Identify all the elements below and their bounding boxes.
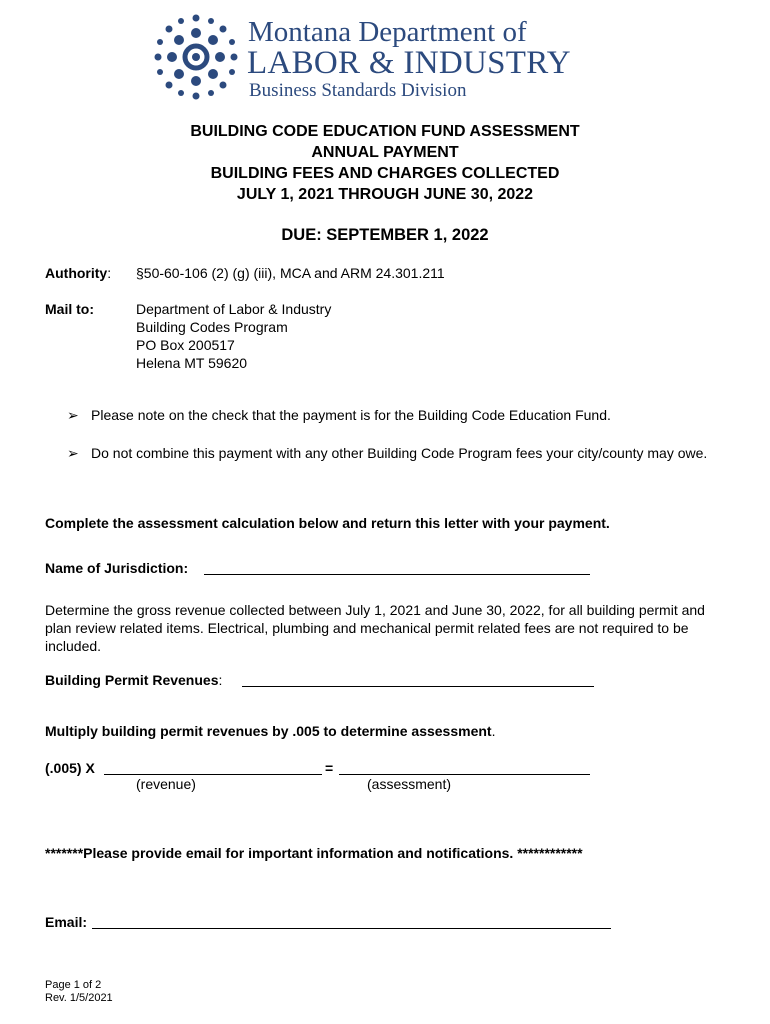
revenues-label: Building Permit Revenues [45, 672, 219, 688]
authority-label-wrap [45, 264, 111, 282]
multiply-instruction: Multiply building permit revenues by .005 to determine assessment [45, 723, 492, 739]
logo-line-department: Montana Department of [248, 16, 527, 48]
logo-emblem-icon [150, 12, 242, 102]
assessment-caption: (assessment) [367, 776, 452, 792]
revenues-label-wrap [45, 671, 222, 689]
jurisdiction-label: Name of Jurisdiction: [45, 560, 189, 576]
revision-date: Rev. 1/5/2021 [45, 992, 113, 1004]
bullet-note-check: Please note on the check that the payment is for the Building Code Education Fund. [91, 407, 611, 423]
address-line: Helena MT 59620 [136, 355, 248, 371]
title-line: BUILDING FEES AND CHARGES COLLECTED [210, 165, 560, 182]
mail-to-address [136, 300, 331, 372]
email-notice: *******Please provide email for important information and notifications. ************ [45, 845, 583, 861]
mail-to-label: Mail to: [45, 301, 94, 317]
formula-prefix: (.005) X [45, 760, 95, 776]
logo [150, 12, 242, 102]
multiply-period: . [491, 723, 496, 739]
due-date: DUE: SEPTEMBER 1, 2022 [281, 226, 489, 244]
address-line: PO Box 200517 [136, 337, 235, 353]
page-footer [45, 979, 113, 1005]
address-line: Building Codes Program [136, 319, 288, 335]
formula-equals: = [325, 760, 334, 776]
logo-line-division: Business Standards Division [249, 80, 467, 101]
title-line: JULY 1, 2021 THROUGH JUNE 30, 2022 [236, 186, 534, 203]
multiply-instruction-wrap [45, 722, 495, 740]
logo-line-labor-industry: LABOR & INDUSTRY [247, 45, 571, 81]
page-number: Page 1 of 2 [45, 979, 102, 991]
revenues-input-line[interactable] [242, 672, 594, 687]
title-line: BUILDING CODE EDUCATION FUND ASSESSMENT [190, 123, 580, 140]
address-line: Department of Labor & Industry [136, 301, 332, 317]
email-label: Email: [45, 914, 88, 930]
title-line: ANNUAL PAYMENT [311, 144, 459, 161]
authority-label: Authority [45, 265, 108, 281]
arrow-bullet-icon: ➢ [67, 407, 79, 423]
bullet-do-not-combine: Do not combine this payment with any other Building Code Program fees your city/county may owe. [91, 445, 708, 461]
revenue-caption: (revenue) [136, 776, 196, 792]
authority-value: §50-60-106 (2) (g) (iii), MCA and ARM 24.301.211 [136, 265, 445, 281]
revenues-colon: : [218, 672, 223, 688]
jurisdiction-input-line[interactable] [204, 560, 590, 575]
assessment-input-line[interactable] [339, 760, 590, 775]
determine-revenue-text: Determine the gross revenue collected between July 1, 2021 and June 30, 2022, for all building permit and plan review related items. Electrical, plumbing and mechanical permit related fees are not required to be included. [45, 602, 705, 654]
email-input-line[interactable] [92, 914, 611, 929]
instruction-text: Complete the assessment calculation below and return this letter with your payment. [45, 515, 610, 531]
revenue-input-line[interactable] [104, 760, 322, 775]
authority-colon: : [107, 265, 112, 281]
document-title [0, 121, 770, 205]
arrow-bullet-icon: ➢ [67, 445, 79, 461]
